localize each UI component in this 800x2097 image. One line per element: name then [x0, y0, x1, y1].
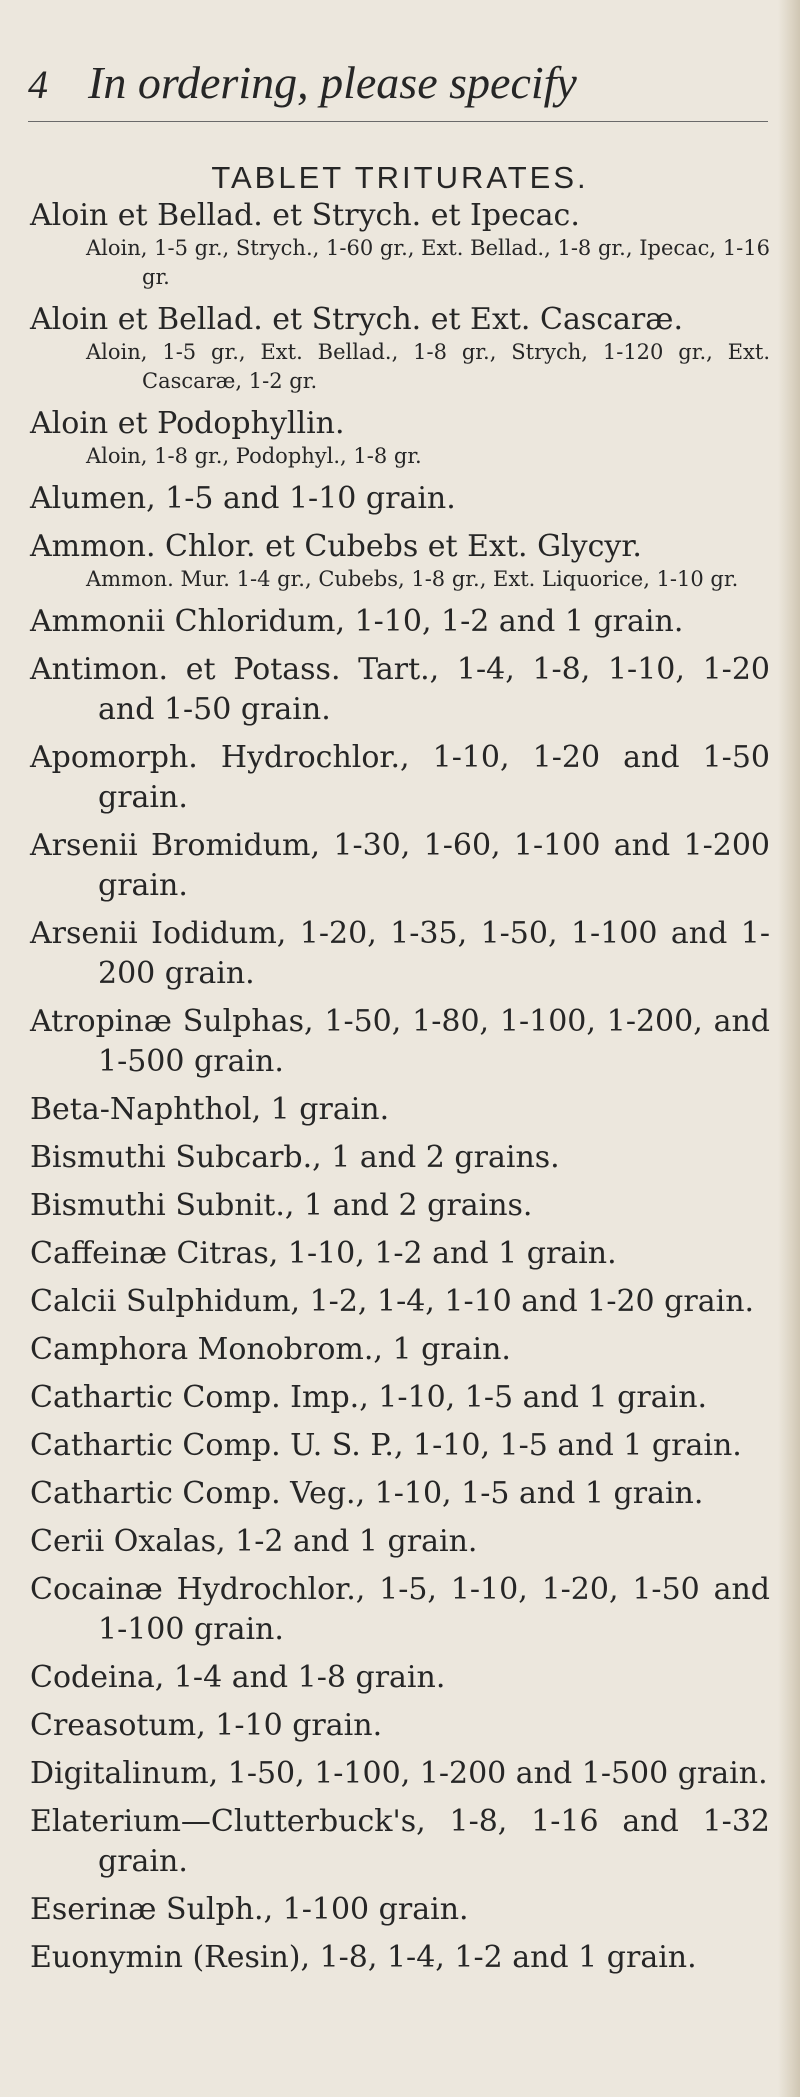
page-edge-shadow [778, 0, 800, 2097]
list-item [30, 914, 770, 994]
list-item [30, 1330, 770, 1370]
entry-name: Cathartic Comp. Veg., 1-10, 1-5 and 1 grain. [30, 1476, 704, 1511]
entry-name: Aloin et Bellad. et Strych. et Ext. Cascaræ. [30, 302, 683, 337]
page-header [28, 58, 768, 108]
section-title: TABLET TRITURATES. [211, 160, 589, 195]
entry-name: Camphora Monobrom., 1 grain. [30, 1332, 511, 1367]
entry-name: Eserinæ Sulph., 1-100 grain. [30, 1892, 469, 1927]
list-item [30, 738, 770, 818]
entry-detail: Aloin, 1-5 gr., Ext. Bellad., 1-8 gr., Strych, 1-120 gr., Ext. Cascaræ, 1-2 gr. [86, 340, 770, 393]
list-item [30, 479, 770, 519]
page-number: 4 [28, 62, 48, 107]
entry-name: Bismuthi Subcarb., 1 and 2 grains. [30, 1140, 560, 1175]
entry-name: Antimon. et Potass. Tart., 1-4, 1-8, 1-10, 1-20 and 1-50 grain. [30, 652, 770, 727]
entry-name: Atropinæ Sulphas, 1-50, 1-80, 1-100, 1-200, and 1-500 grain. [30, 1004, 770, 1079]
list-item [30, 1378, 770, 1418]
list-item [30, 404, 770, 471]
list-item [30, 1474, 770, 1514]
header-title: In ordering, please specify [88, 57, 577, 108]
list-item [30, 196, 770, 292]
list-item [30, 1802, 770, 1882]
entry-name: Digitalinum, 1-50, 1-100, 1-200 and 1-500 grain. [30, 1756, 768, 1791]
entry-name: Cerii Oxalas, 1-2 and 1 grain. [30, 1524, 478, 1559]
entry-name: Aloin et Podophyllin. [30, 406, 345, 441]
entry-name: Cathartic Comp. U. S. P., 1-10, 1-5 and 1 grain. [30, 1428, 742, 1463]
list-item [30, 826, 770, 906]
list-item [30, 1426, 770, 1466]
entry-name: Ammonii Chloridum, 1-10, 1-2 and 1 grain. [30, 604, 684, 639]
entry-name: Beta-Naphthol, 1 grain. [30, 1092, 390, 1127]
list-item [30, 527, 770, 594]
entry-name: Arsenii Iodidum, 1-20, 1-35, 1-50, 1-100 and 1-200 grain. [30, 916, 770, 991]
list-item [30, 300, 770, 396]
entry-name: Bismuthi Subnit., 1 and 2 grains. [30, 1188, 533, 1223]
list-item [30, 1522, 770, 1562]
list-item [30, 1002, 770, 1082]
list-item [30, 1570, 770, 1650]
entry-name: Cocainæ Hydrochlor., 1-5, 1-10, 1-20, 1-50 and 1-100 grain. [30, 1572, 770, 1647]
list-item [30, 1754, 770, 1794]
header-rule [28, 121, 768, 122]
list-item [30, 1282, 770, 1322]
list-item [30, 1138, 770, 1178]
list-item [30, 602, 770, 642]
entry-name: Creasotum, 1-10 grain. [30, 1708, 383, 1743]
entry-name: Alumen, 1-5 and 1-10 grain. [30, 481, 456, 516]
entry-list [30, 196, 770, 1986]
entry-name: Elaterium—Clutterbuck's, 1-8, 1-16 and 1-32 grain. [30, 1804, 770, 1879]
entry-name: Calcii Sulphidum, 1-2, 1-4, 1-10 and 1-20 grain. [30, 1284, 755, 1319]
list-item [30, 1706, 770, 1746]
entry-name: Arsenii Bromidum, 1-30, 1-60, 1-100 and 1-200 grain. [30, 828, 770, 903]
list-item [30, 1090, 770, 1130]
entry-name: Euonymin (Resin), 1-8, 1-4, 1-2 and 1 grain. [30, 1940, 697, 1975]
list-item [30, 1234, 770, 1274]
entry-name: Apomorph. Hydrochlor., 1-10, 1-20 and 1-50 grain. [30, 740, 770, 815]
entry-name: Ammon. Chlor. et Cubebs et Ext. Glycyr. [30, 529, 642, 564]
entry-detail: Aloin, 1-5 gr., Strych., 1-60 gr., Ext. Bellad., 1-8 gr., Ipecac, 1-16 gr. [86, 236, 770, 289]
entry-detail: Ammon. Mur. 1-4 gr., Cubebs, 1-8 gr., Ext. Liquorice, 1-10 gr. [86, 567, 739, 591]
list-item [30, 650, 770, 730]
entry-name: Aloin et Bellad. et Strych. et Ipecac. [30, 198, 580, 233]
entry-name: Codeina, 1-4 and 1-8 grain. [30, 1660, 446, 1695]
list-item [30, 1658, 770, 1698]
entry-detail: Aloin, 1-8 gr., Podophyl., 1-8 gr. [86, 444, 422, 468]
list-item [30, 1890, 770, 1930]
entry-name: Cathartic Comp. Imp., 1-10, 1-5 and 1 grain. [30, 1380, 708, 1415]
entry-name: Caffeinæ Citras, 1-10, 1-2 and 1 grain. [30, 1236, 617, 1271]
list-item [30, 1186, 770, 1226]
list-item [30, 1938, 770, 1978]
